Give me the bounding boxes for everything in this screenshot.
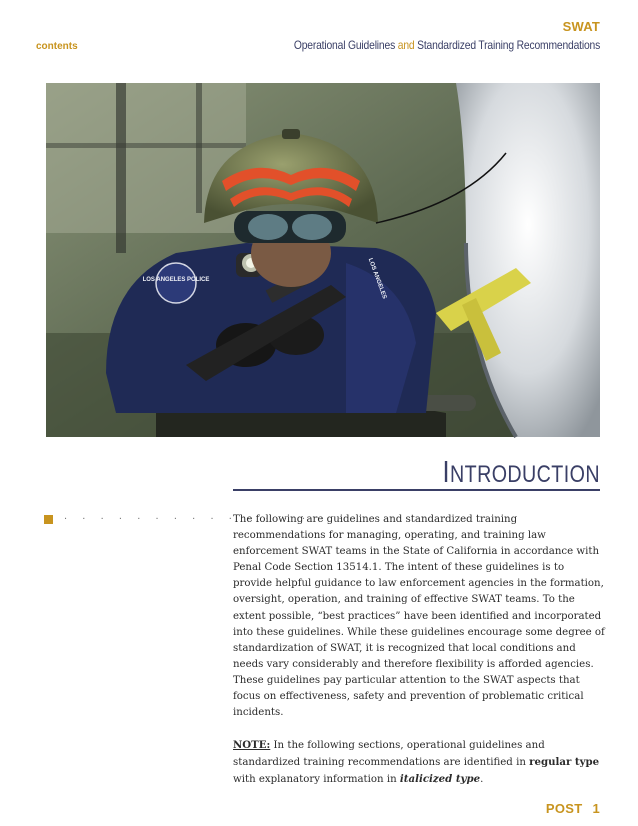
- note-regular-type: regular type: [529, 756, 600, 769]
- subtitle-part2: Standardized Training Recommendations: [414, 38, 600, 52]
- note-label: NOTE:: [233, 739, 271, 752]
- bullet-square-icon: [44, 515, 53, 524]
- note-text-1: In the following sections, operational guidelines and standardized training recommendations are identified in: [233, 740, 545, 769]
- footer-label: POST: [545, 801, 583, 816]
- contents-link[interactable]: contents: [36, 41, 78, 52]
- section-title-initial: I: [442, 454, 451, 489]
- note-text-2: with explanatory information in: [233, 774, 400, 786]
- intro-paragraph: The following are guidelines and standardized training recommendations for managing, operating, and training law enforcement SWAT teams in the State of California in accordance with Penal Code Section 13514.1. The intent of these guidelines is to provide helpful guidance to law enforcement agencies in the formation, oversight, operation, and training of effective SWAT teams. To the extent possible, “best practices” have been identified and incorporated into these guidelines. While these guidelines encourage some degree of standardization of SWAT, it is recognized that local conditions and needs vary considerably and therefore flexibility is afforded agencies. These guidelines pay particular attention to the SWAT aspects that focus on effectiveness, safety and prevention of problematic critical incidents.: [233, 514, 605, 719]
- introduction-body: [233, 512, 605, 789]
- shoulder-patch-label: LOS ANGELES POLICE: [142, 277, 210, 283]
- page-number: 1: [592, 801, 600, 816]
- leader-dots: . . . . . . . . . . . . . . . .: [64, 510, 348, 522]
- photo-illustration: [46, 83, 600, 437]
- subtitle-accent: and: [397, 38, 415, 52]
- section-title-rest: NTRODUCTION: [450, 461, 600, 488]
- note-paragraph: [233, 737, 605, 788]
- note-italic-type: italicized type: [399, 773, 481, 786]
- swat-officer-photo: [46, 83, 600, 437]
- page-footer: [546, 801, 600, 816]
- section-title: [443, 454, 600, 490]
- subtitle-part1: Operational Guidelines: [293, 38, 398, 52]
- document-name: SWAT: [562, 19, 600, 34]
- note-text-3: .: [480, 774, 484, 786]
- sleeve-label: LOS ANGELES: [366, 257, 388, 300]
- section-rule: [233, 489, 600, 491]
- document-subtitle: [294, 38, 600, 52]
